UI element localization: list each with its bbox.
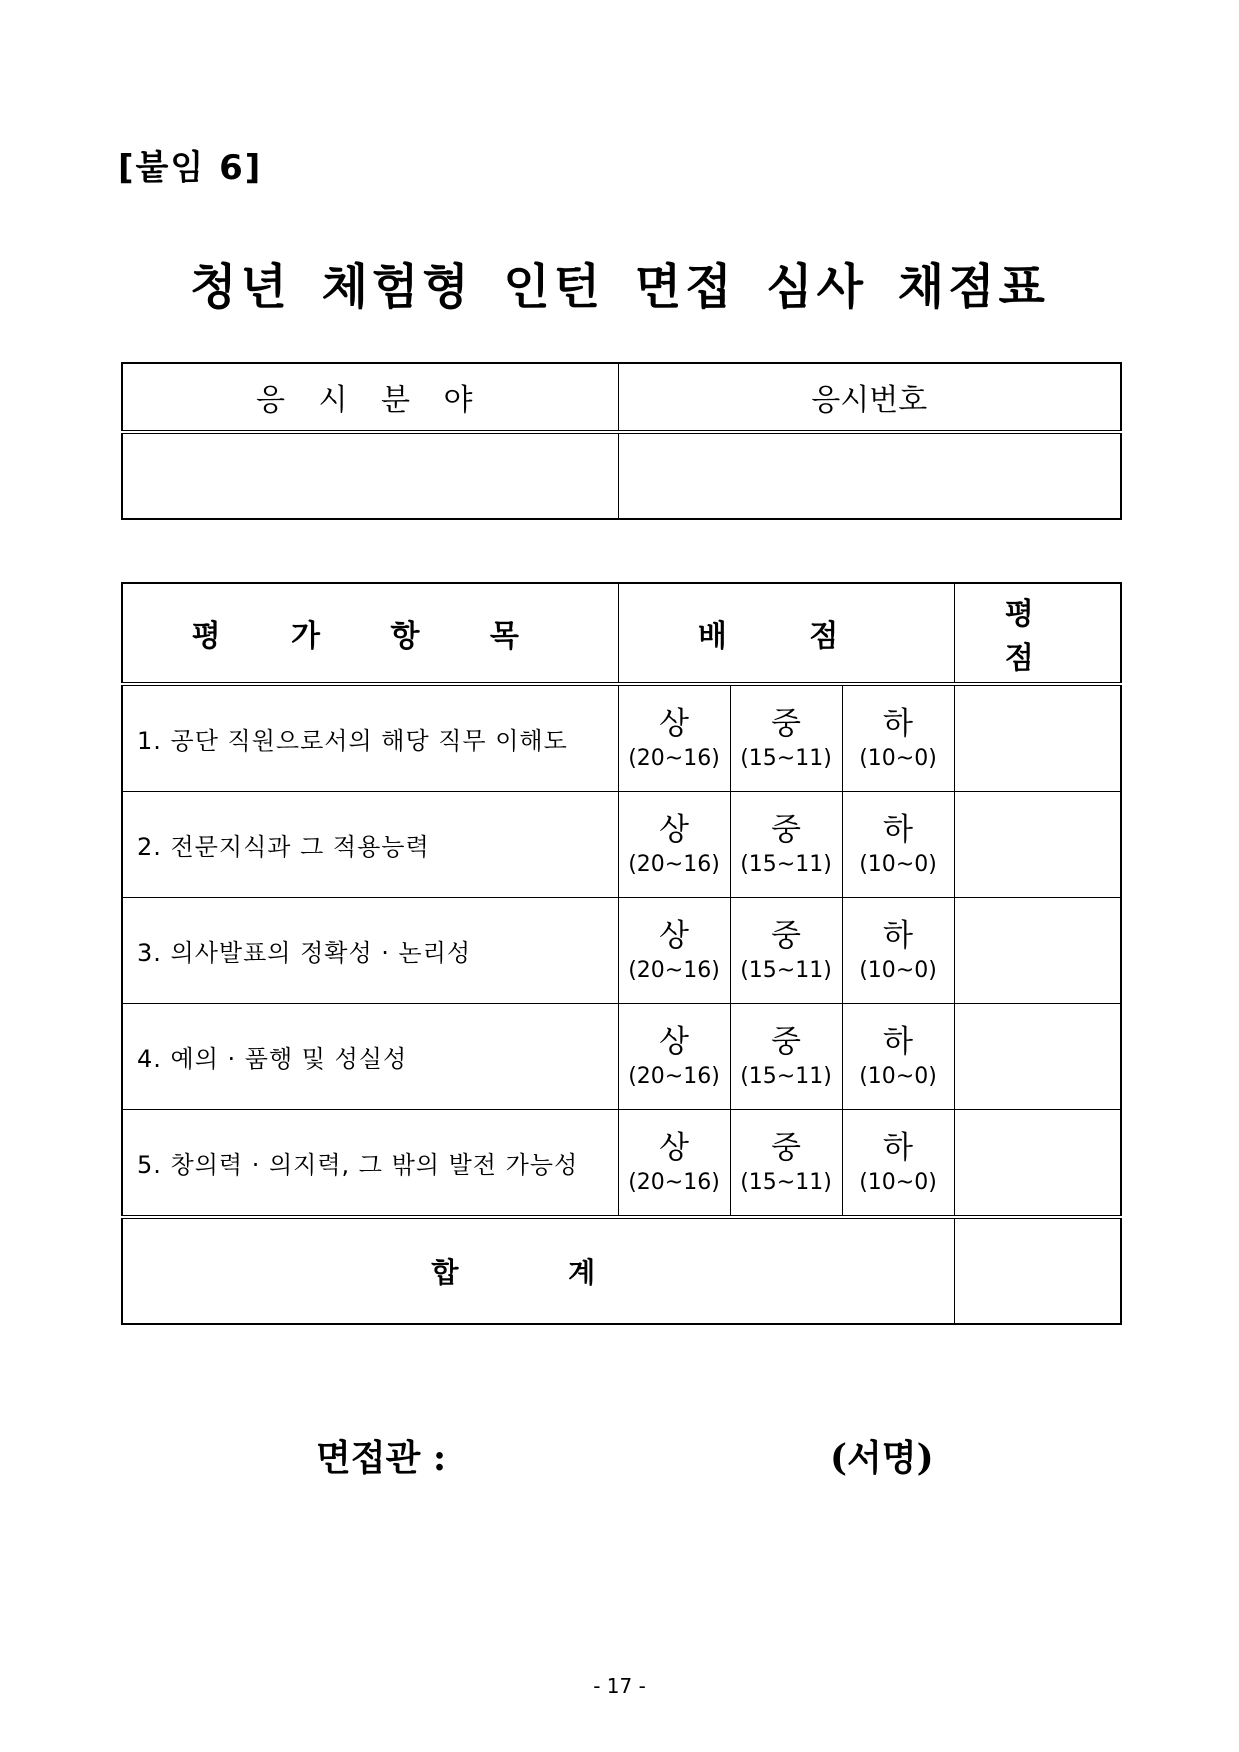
grade-range: (15~11) — [740, 1169, 832, 1195]
item-header: 평 가 항 목 — [122, 583, 618, 684]
grade-cell — [730, 898, 842, 1004]
table-row — [122, 1110, 1121, 1218]
grade-label: 중 — [771, 1023, 801, 1060]
grade-cell — [618, 684, 730, 792]
score-header: 평 점 — [954, 583, 1121, 684]
evaluation-item-name: 2. 전문지식과 그 적용능력 — [122, 792, 618, 898]
grade-range: (20~16) — [628, 745, 720, 771]
page-number: - 17 - — [593, 1674, 646, 1698]
score-entry-cell[interactable] — [954, 684, 1121, 792]
grade-label: 중 — [771, 811, 801, 848]
field-value-cell[interactable] — [122, 432, 618, 519]
grade-cell — [842, 684, 954, 792]
grade-cell — [842, 898, 954, 1004]
grade-range: (10~0) — [859, 1063, 937, 1089]
grade-range: (10~0) — [859, 957, 937, 983]
grade-cell — [618, 1004, 730, 1110]
grade-cell — [842, 1004, 954, 1110]
grade-cell — [730, 792, 842, 898]
grade-range: (20~16) — [628, 1063, 720, 1089]
grade-label: 상 — [659, 705, 689, 742]
grade-label: 중 — [771, 1129, 801, 1166]
grade-cell — [730, 1110, 842, 1218]
grade-cell — [618, 1110, 730, 1218]
score-entry-cell[interactable] — [954, 792, 1121, 898]
number-value-cell[interactable] — [618, 432, 1121, 519]
grade-cell — [842, 792, 954, 898]
evaluation-item-name: 5. 창의력 · 의지력, 그 밖의 발전 가능성 — [122, 1110, 618, 1218]
grade-label: 하 — [883, 1023, 913, 1060]
grade-range: (15~11) — [740, 957, 832, 983]
grade-label: 하 — [883, 917, 913, 954]
total-label: 합 계 — [122, 1217, 954, 1324]
score-entry-cell[interactable] — [954, 1004, 1121, 1110]
signature-label: (서명) — [830, 1437, 934, 1479]
grade-range: (10~0) — [859, 1169, 937, 1195]
evaluation-item-name: 1. 공단 직원으로서의 해당 직무 이해도 — [122, 684, 618, 792]
number-header: 응시번호 — [618, 363, 1121, 432]
grade-label: 하 — [883, 811, 913, 848]
grade-range: (15~11) — [740, 851, 832, 877]
grade-range: (10~0) — [859, 851, 937, 877]
field-header: 응 시 분 야 — [122, 363, 618, 432]
score-table — [121, 582, 1122, 1325]
grade-label: 중 — [771, 917, 801, 954]
grade-label: 상 — [659, 917, 689, 954]
interviewer-label: 면접관 : — [316, 1437, 447, 1479]
evaluation-item-name: 4. 예의 · 품행 및 성실성 — [122, 1004, 618, 1110]
table-row — [122, 898, 1121, 1004]
grade-label: 하 — [883, 705, 913, 742]
grade-label: 상 — [659, 811, 689, 848]
grade-range: (20~16) — [628, 1169, 720, 1195]
applicant-info-table — [121, 362, 1122, 520]
grade-range: (15~11) — [740, 745, 832, 771]
grade-cell — [730, 1004, 842, 1110]
grade-label: 하 — [883, 1129, 913, 1166]
item-rows — [122, 684, 1121, 1217]
score-entry-cell[interactable] — [954, 898, 1121, 1004]
grade-range: (10~0) — [859, 745, 937, 771]
score-entry-cell[interactable] — [954, 1110, 1121, 1218]
total-score-cell[interactable] — [954, 1217, 1121, 1324]
grade-cell — [618, 792, 730, 898]
table-row — [122, 1004, 1121, 1110]
table-row — [122, 792, 1121, 898]
grade-cell — [842, 1110, 954, 1218]
grade-label: 중 — [771, 705, 801, 742]
grade-label: 상 — [659, 1129, 689, 1166]
evaluation-item-name: 3. 의사발표의 정확성 · 논리성 — [122, 898, 618, 1004]
grade-label: 상 — [659, 1023, 689, 1060]
grade-range: (20~16) — [628, 851, 720, 877]
grade-cell — [730, 684, 842, 792]
grade-cell — [618, 898, 730, 1004]
attachment-label: [붙임 6] — [118, 148, 263, 188]
grade-range: (15~11) — [740, 1063, 832, 1089]
grade-range: (20~16) — [628, 957, 720, 983]
allocation-header: 배 점 — [618, 583, 954, 684]
table-row — [122, 684, 1121, 792]
document-title: 청년 체험형 인턴 면접 심사 채점표 — [190, 259, 1049, 315]
